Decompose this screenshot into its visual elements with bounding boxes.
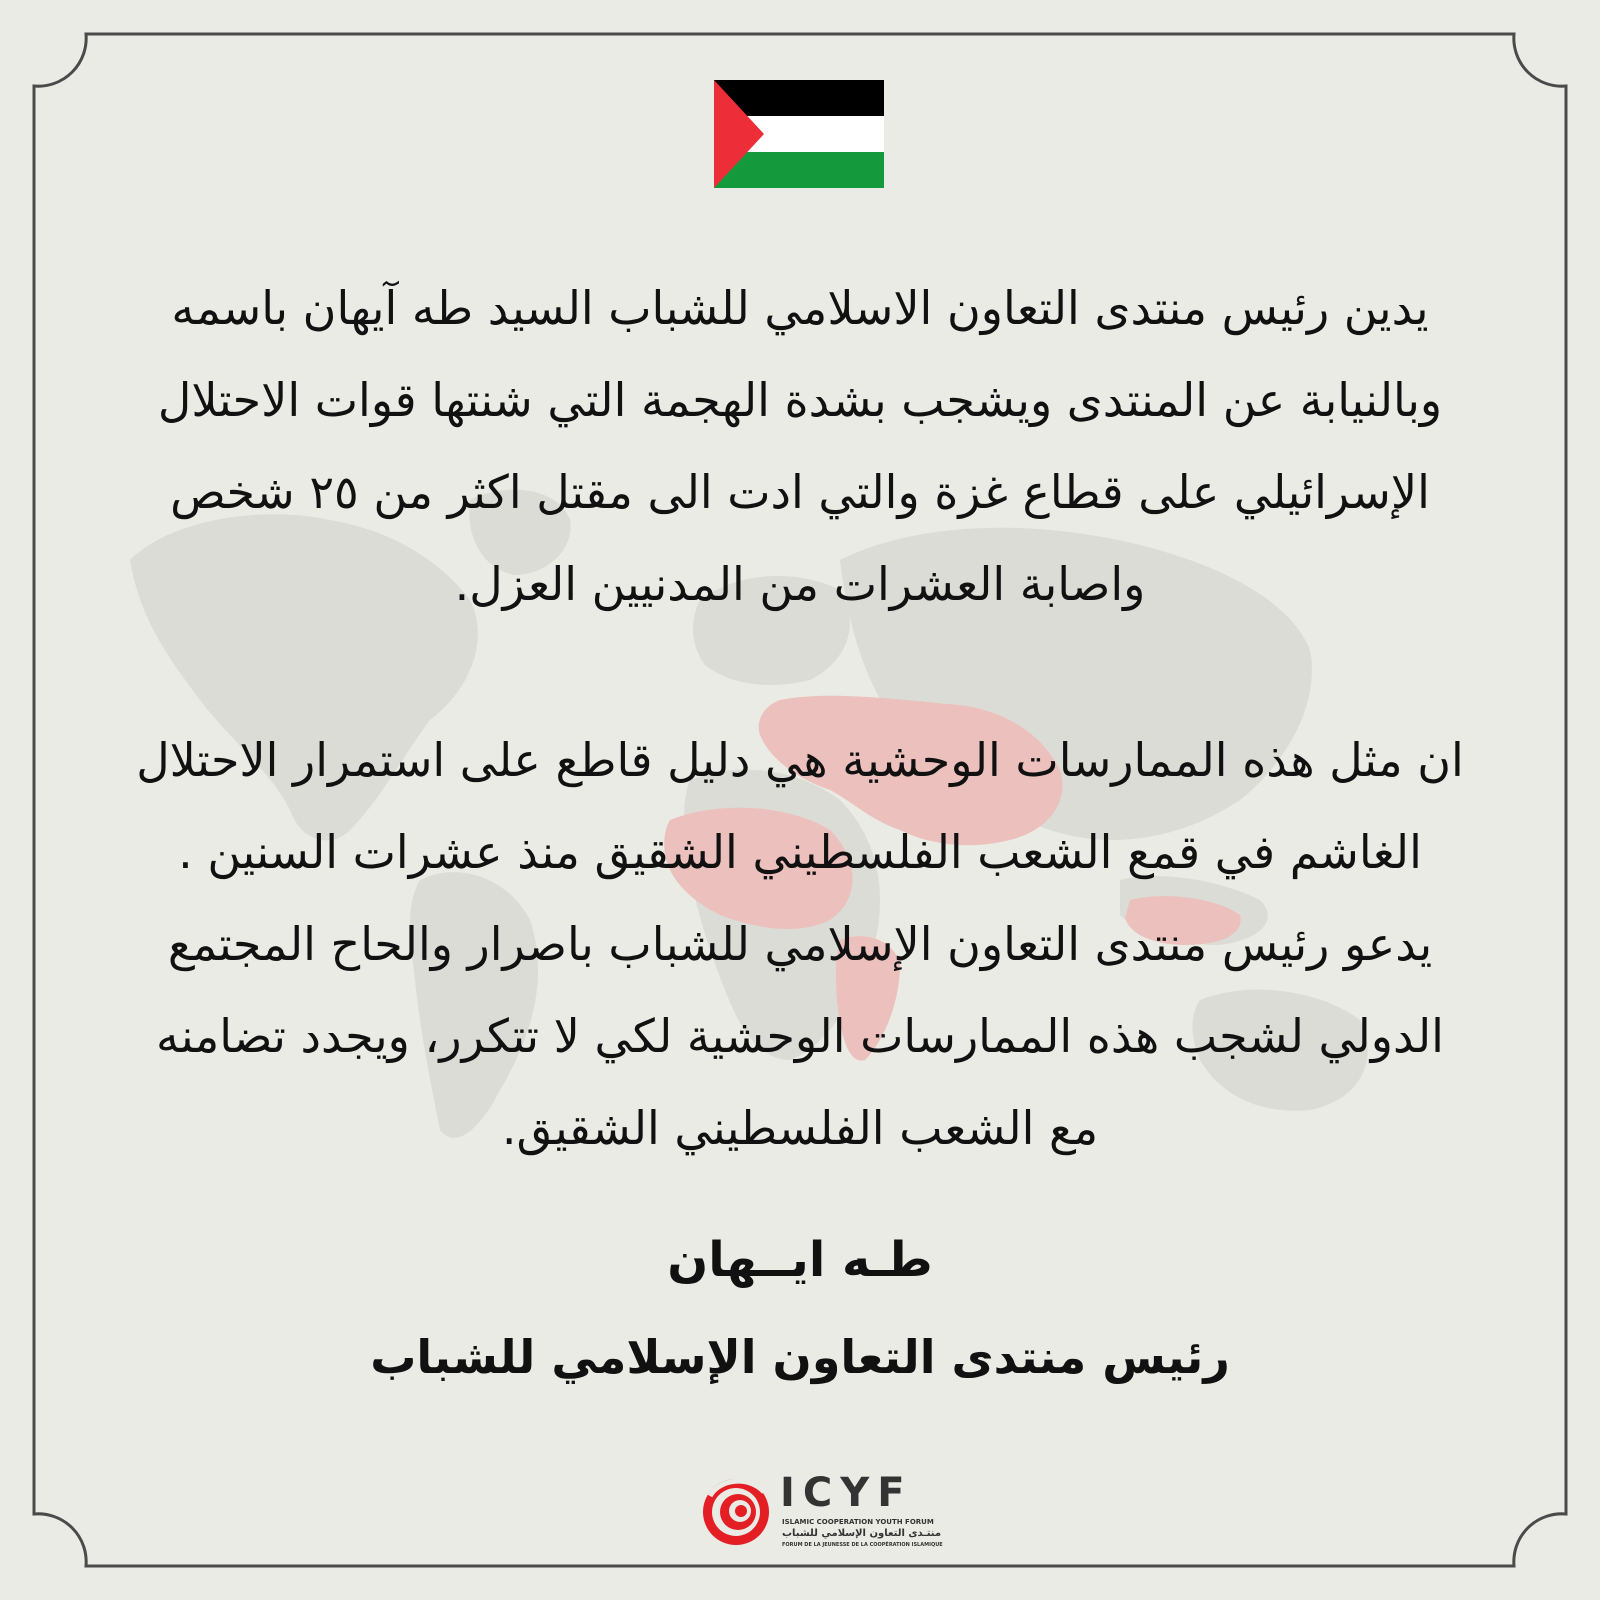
signature-name: طـه ايــهان	[667, 1232, 933, 1288]
statement-line: الإسرائيلي على قطاع غزة والتي ادت الى مقتل اكثر من ٢٥ شخص	[170, 465, 1430, 519]
statement-line: وبالنيابة عن المنتدى ويشجب بشدة الهجمة التي شنتها قوات الاحتلال	[157, 373, 1443, 427]
statement-line: الدولي لشجب هذه الممارسات الوحشية لكي لا تتكرر، ويجدد تضامنه	[156, 1009, 1444, 1063]
palestine-flag-icon	[714, 80, 884, 188]
signature-title: رئيس منتدى التعاون الإسلامي للشباب	[370, 1330, 1230, 1384]
icyf-logo	[700, 1470, 943, 1550]
statement-line: واصابة العشرات من المدنيين العزل.	[454, 557, 1146, 611]
statement-paragraph-2	[80, 714, 1520, 1174]
logo-subtitle-en: ISLAMIC COOPERATION YOUTH FORUM	[782, 1518, 934, 1526]
statement-line: يدعو رئيس منتدى التعاون الإسلامي للشباب باصرار والحاح المجتمع	[167, 917, 1433, 971]
statement-line: الغاشم في قمع الشعب الفلسطيني الشقيق منذ عشرات السنين .	[178, 825, 1422, 879]
logo-wordmark: ICYF	[780, 1470, 913, 1516]
logo-subtitle-fr: FORUM DE LA JEUNESSE DE LA COOPÉRATION ISLAMIQUE	[782, 1542, 943, 1548]
logo-subtitle-ar: منتـدى التعاون الإسلامي للشباب	[782, 1528, 942, 1539]
statement-line: مع الشعب الفلسطيني الشقيق.	[501, 1101, 1099, 1155]
statement-line: ان مثل هذه الممارسات الوحشية هي دليل قاطع على استمرار الاحتلال	[136, 733, 1464, 787]
statement-line: يدين رئيس منتدى التعاون الاسلامي للشباب السيد طه آيهان باسمه	[171, 281, 1429, 335]
icyf-emblem-icon	[700, 1470, 772, 1550]
statement-paragraph-1	[80, 262, 1520, 630]
